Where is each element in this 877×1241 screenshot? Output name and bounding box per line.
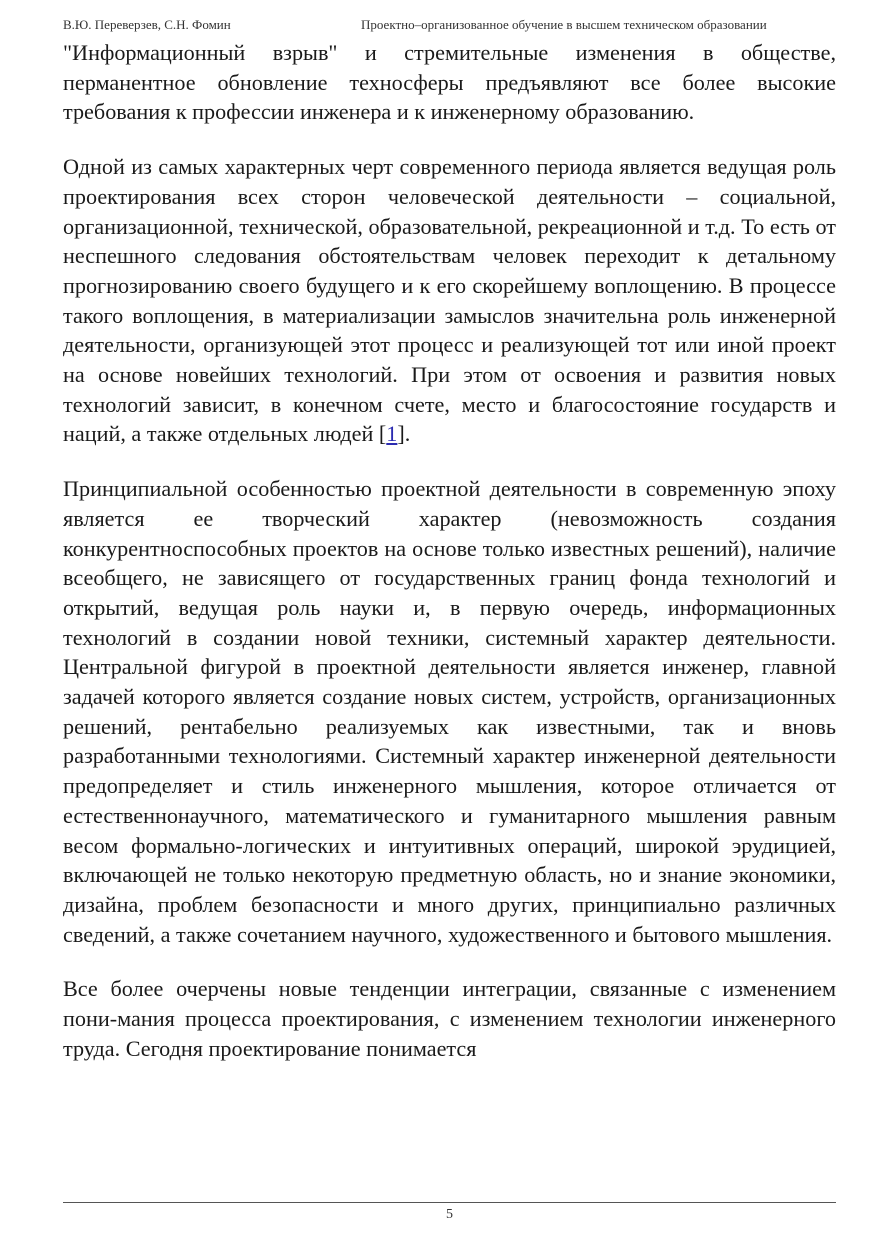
paragraph-4: Все более очерчены новые тенденции интеграции, связанные с изменением пони-мания процесса проектирования, с изменением технологии инженерного труда. Сегодня проектирование понимается bbox=[63, 976, 836, 1061]
header-authors: В.Ю. Переверзев, С.Н. Фомин bbox=[63, 17, 231, 32]
header-book-title: Проектно–организованное обучение в высшем техническом образовании bbox=[361, 17, 767, 32]
reference-link[interactable]: 1 bbox=[386, 421, 398, 447]
paragraph-2-text: Одной из самых характерных черт современного периода является ведущая роль проектирования всех сторон человеческой деятельности – социальной, организационной, технической, образовательной, рекреационной и т.д. То есть от неспешного следования обстоятельствам человек переходит к детальному прогнозированию своего будущего и к его скорейшему воплощению. В процессе такого воплощения, в материализации замыслов значительна роль инженерной деятельности, организующей этот процесс и реализующей тот или иной проект на основе новейших технологий. При этом от освоения и развития новых технологий зависит, в конечном счете, место и благосостояние государств и наций, а также отдельных людей [ bbox=[63, 154, 836, 447]
paragraph-1: "Информационный взрыв" и стремительные изменения в обществе, перманентное обновление техносферы предъявляют все более высокие требования к профессии инженера и к инженерному образованию. bbox=[63, 40, 836, 125]
paragraph-3: Принципиальной особенностью проектной деятельности в современную эпоху является ее творческий характер (невозможность создания конкурентноспособных проектов на основе только известных решений), наличие всеобщего, не зависящего от государственных границ фонда технологий и открытий, ведущая роль науки и, в первую очередь, информационных технологий в создании новой техники, системный характер деятельности. Центральной фигурой в проектной деятельности является инженер, главной задачей которого является создание новых систем, устройств, организационных решений, рентабельно реализуемых как известными, так и вновь разработанными технологиями. Системный характер инженерной деятельности предопределяет и стиль инженерного мышления, которое отличается от естественнонаучного, математического и гуманитарного мышления равным весом формально-логических и интуитивных операций, широкой эрудицией, включающей не только некоторую предметную область, но и знание экономики, дизайна, проблем безопасности и много других, принципиально различных сведений, а также сочетанием научного, художественного и бытового мышления. bbox=[63, 476, 836, 947]
paragraph-2 bbox=[63, 152, 836, 449]
document-page bbox=[63, 0, 836, 1241]
running-header bbox=[63, 15, 836, 35]
page-number: 5 bbox=[446, 1207, 453, 1222]
footer-divider bbox=[63, 1202, 836, 1203]
body-text bbox=[63, 38, 836, 1190]
paragraph-2-text-end: ]. bbox=[397, 421, 411, 447]
